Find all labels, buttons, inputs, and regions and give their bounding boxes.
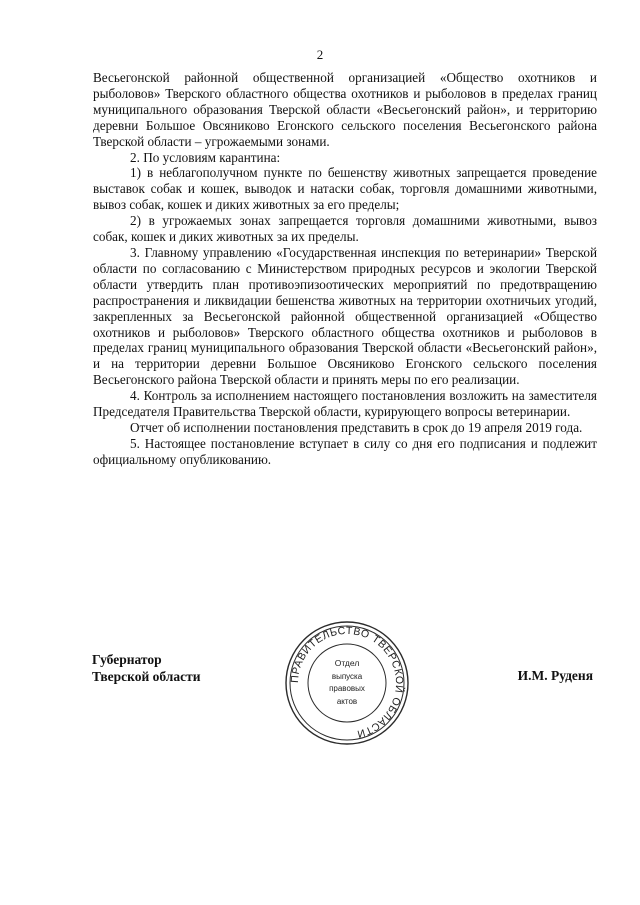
- stamp-line: правовых: [329, 684, 365, 693]
- stamp-line: актов: [336, 697, 358, 706]
- paragraph: Весьегонской районной общественной организацией «Общество охотников и рыболовов» Тверского областного общества охотников и рыболовов в пределах границ муниципального образования Тверской области «Весьегонский район», и территорию деревни Большое Овсяниково Егонского сельского поселения Весьегонского района Тверской области – угрожаемыми зонами.: [93, 70, 597, 149]
- page-number: 2: [316, 47, 324, 62]
- official-stamp: [283, 619, 411, 747]
- signatory-title-line: Тверской области: [92, 669, 201, 684]
- paragraph: 1) в неблагополучном пункте по бешенству животных запрещается проведение выставок собак и кошек, выводок и натаски собак, торговля домашними животными, вывоз собак, кошек и диких животных за его пределы;: [93, 165, 597, 213]
- paragraph: 5. Настоящее постановление вступает в силу со дня его подписания и подлежит официальному опубликованию.: [93, 435, 597, 467]
- paragraph: 2) в угрожаемых зонах запрещается торговля домашними животными, вывоз собак, кошек и диких животных за их пределы.: [93, 213, 597, 245]
- paragraph: 4. Контроль за исполнением настоящего постановления возложить на заместителя Председателя Правительства Тверской области, курирующего вопросы ветеринарии.: [93, 388, 597, 420]
- stamp-ring-text: ПРАВИТЕЛЬСТВО ТВЕРСКОЙ ОБЛАСТИ: [288, 624, 406, 741]
- paragraph: 2. По условиям карантина:: [130, 149, 281, 165]
- paragraph: 3. Главному управлению «Государственная инспекция по ветеринарии» Тверской области по согласованию с Министерством природных ресурсов и экологии Тверской области утвердить план противоэпизоотических мероприятий по предотвращению распространения и ликвидации бешенства животных на территории охотничьих угодий, закрепленных за Весьегонской районной общественной организацией «Общество охотников и рыболовов» Тверского областного общества охотников и рыболовов в пределах границ муниципального образования Тверской области «Весьегонский район», и на территории деревни Большое Овсяниково Егонского сельского поселения Весьегонского района Тверской области и принять меры по его реализации.: [93, 244, 597, 388]
- stamp-line: выпуска: [331, 672, 363, 681]
- signatory-title-line: Губернатор: [92, 652, 162, 667]
- stamp-line: Отдел: [334, 658, 360, 668]
- paragraph: Отчет об исполнении постановления представить в срок до 19 апреля 2019 года.: [130, 419, 583, 435]
- document-body: [93, 70, 597, 468]
- signatory-title: [92, 651, 201, 685]
- signatory-name: И.М. Руденя: [517, 668, 593, 683]
